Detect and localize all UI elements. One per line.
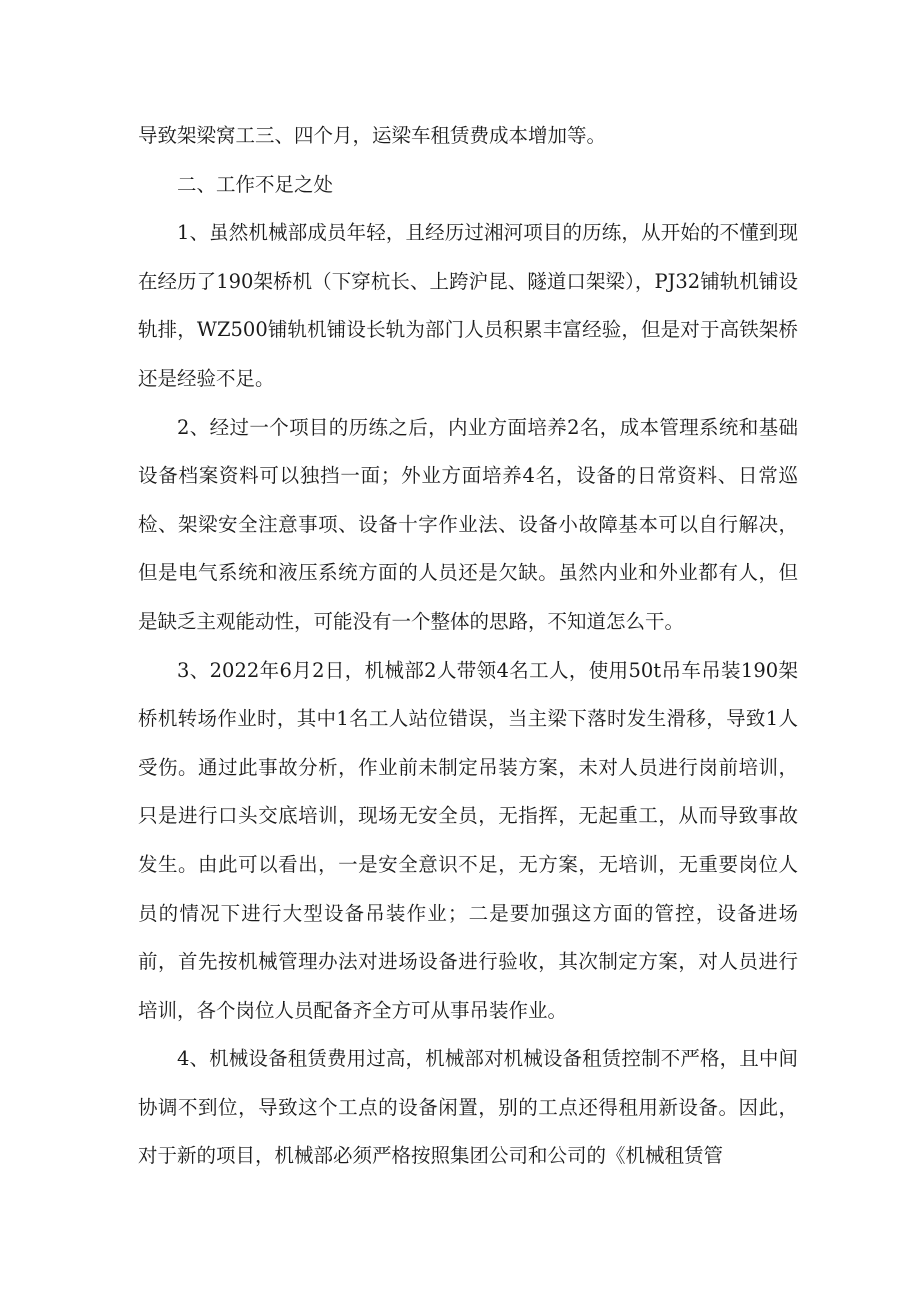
- section-heading: 二、工作不足之处: [177, 172, 334, 196]
- paragraph-item-1: 1、虽然机械部成员年轻，且经历过湘河项目的历练，从开始的不懂到现在经历了190架桥机（下穿杭长、上跨沪昆、隧道口架梁），PJ32铺轨机铺设轨排，WZ500铺轨机铺设长轨为部门人员积累丰富经验，但是对于高铁架桥还是经验不足。: [138, 221, 798, 390]
- paragraph-item-3: 3、2022年6月2日，机械部2人带领4名工人，使用50t吊车吊装190架桥机转场作业时，其中1名工人站位错误，当主梁下落时发生滑移，导致1人受伤。通过此事故分析，作业前未制定吊装方案，未对人员进行岗前培训，只是进行口头交底培训，现场无安全员，无指挥，无起重工，从而导致事故发生。由此可以看出，一是安全意识不足，无方案，无培训，无重要岗位人员的情况下进行大型设备吊装作业；二是要加强这方面的管控，设备进场前，首先按机械管理办法对进场设备进行验收，其次制定方案，对人员进行培训，各个岗位人员配备齐全方可从事吊装作业。: [138, 658, 798, 1022]
- paragraph-continuation: 导致架梁窝工三、四个月，运梁车租赁费成本增加等。: [138, 124, 607, 147]
- paragraph-item-4: 4、机械设备租赁费用过高，机械部对机械设备租赁控制不严格，且中间协调不到位，导致这个工点的设备闲置，别的工点还得租用新设备。因此，对于新的项目，机械部必须严格按照集团公司和公司的《机械租赁管: [138, 1047, 798, 1168]
- paragraph-item-2: 2、经过一个项目的历练之后，内业方面培养2名，成本管理系统和基础设备档案资料可以独挡一面；外业方面培养4名，设备的日常资料、日常巡检、架梁安全注意事项、设备十字作业法、设备小故障基本可以自行解决，但是电气系统和液压系统方面的人员还是欠缺。虽然内业和外业都有人，但是缺乏主观能动性，可能没有一个整体的思路，不知道怎么干。: [138, 415, 798, 633]
- document-body: [138, 112, 798, 1181]
